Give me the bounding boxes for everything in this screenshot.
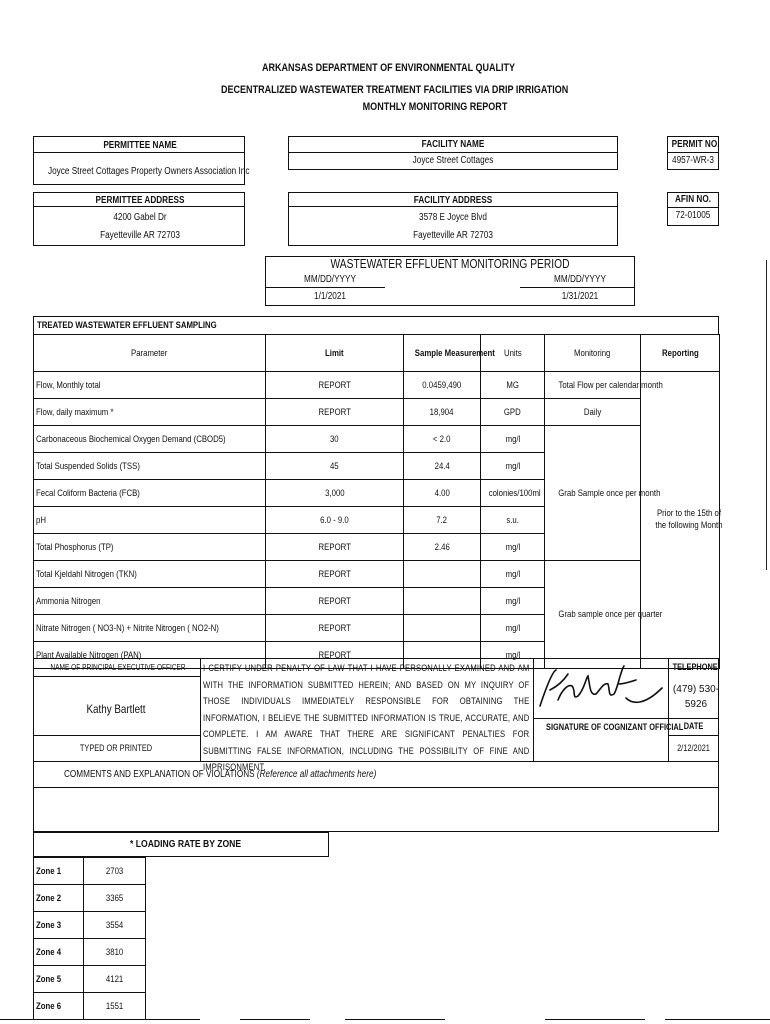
monitoring-cell: Daily xyxy=(545,399,641,426)
measurement-cell: 7.2 xyxy=(404,507,481,534)
units-cell: mg/l xyxy=(481,561,545,588)
measurement-cell: 2.46 xyxy=(404,534,481,561)
footer-rule xyxy=(665,1019,770,1020)
measurement-cell xyxy=(404,561,481,588)
table-row xyxy=(34,372,720,399)
period-from-label: MM/DD/YYYY xyxy=(304,274,356,285)
zone-row xyxy=(34,885,146,912)
measurement-cell xyxy=(404,588,481,615)
loading-rate-table xyxy=(33,857,146,1020)
table-row xyxy=(34,399,720,426)
units-cell: colonies/100ml xyxy=(481,480,545,507)
zone-row xyxy=(34,912,146,939)
col-header-reporting: Reporting xyxy=(641,335,720,372)
measurement-cell: 24.4 xyxy=(404,453,481,480)
param-cell: Nitrate Nitrogen ( NO3-N) + Nitrite Nitrogen ( NO2-N) xyxy=(34,615,266,642)
param-cell: Total Phosphorus (TP) xyxy=(34,534,266,561)
param-cell: Ammonia Nitrogen xyxy=(34,588,266,615)
limit-cell: REPORT xyxy=(266,588,404,615)
footer-rule xyxy=(345,1019,445,1020)
scan-edge-line xyxy=(766,260,767,570)
facility-address-line2: Fayetteville AR 72703 xyxy=(413,230,493,241)
limit-cell: REPORT xyxy=(266,642,404,669)
officer-label: NAME OF PRINCIPAL EXECUTIVE OFFICER xyxy=(50,663,186,672)
measurement-cell: 18,904 xyxy=(404,399,481,426)
zone-label: Zone 4 xyxy=(34,939,84,966)
units-cell: mg/l xyxy=(481,642,545,669)
param-cell: Flow, daily maximum * xyxy=(34,399,266,426)
units-cell: mg/l xyxy=(481,453,545,480)
monitoring-grab-month-cell: Grab Sample once per month xyxy=(545,426,641,561)
sampling-table xyxy=(33,334,723,669)
limit-cell: 45 xyxy=(266,453,404,480)
units-cell: mg/l xyxy=(481,588,545,615)
zone-label: Zone 3 xyxy=(34,912,84,939)
permit-label: PERMIT NO. xyxy=(671,139,720,150)
col-header-parameter: Parameter xyxy=(34,335,266,372)
param-cell: Plant Available Nitrogen (PAN) xyxy=(34,642,266,669)
measurement-cell: 4.00 xyxy=(404,480,481,507)
units-cell: s.u. xyxy=(481,507,545,534)
zone-value: 4121 xyxy=(84,966,146,993)
monitoring-cell: Total Flow per calendar month xyxy=(545,372,641,399)
period-to-label: MM/DD/YYYY xyxy=(554,274,606,285)
facility-address-label: FACILITY ADDRESS xyxy=(413,195,493,206)
signature-label: SIGNATURE OF COGNIZANT OFFICIAL xyxy=(546,722,684,732)
telephone-value: (479) 530-5926 xyxy=(672,684,720,710)
units-cell: mg/l xyxy=(481,426,545,453)
comments-label: COMMENTS AND EXPLANATION OF VIOLATIONS (Reference all attachments here) xyxy=(64,769,377,780)
facility-name-value: Joyce Street Cottages xyxy=(412,155,494,166)
param-cell: pH xyxy=(34,507,266,534)
zone-value: 3365 xyxy=(84,885,146,912)
zone-label: Zone 5 xyxy=(34,966,84,993)
col-header-measurement: Sample Measurement xyxy=(404,335,481,372)
param-cell: Carbonaceous Biochemical Oxygen Demand (CBOD5) xyxy=(34,426,266,453)
param-cell: Flow, Monthly total xyxy=(34,372,266,399)
table-row xyxy=(34,561,720,588)
units-cell: mg/l xyxy=(481,615,545,642)
units-cell: MG xyxy=(481,372,545,399)
limit-cell: 6.0 - 9.0 xyxy=(266,507,404,534)
report-title: MONTHLY MONITORING REPORT xyxy=(362,101,508,113)
zone-value: 3554 xyxy=(84,912,146,939)
measurement-cell xyxy=(404,615,481,642)
certification-text: I CERTIFY UNDER PENALTY OF LAW THAT I HAVE PERSONALLY EXAMINED AND AM WITH THE INFORMATION SUBMITTED HEREIN; AND BASED ON MY INQUIRY OF THOSE INDIVIDUALS IMMEDIATELY RESPONSIBLE FOR OBTAINING THE INFORMATION, I BELIEVE THE SUBMITTED INFORMATION IS TRUE, ACCURATE, AND COMPLETE. I AM AWARE THAT THERE ARE SIGNIFICANT PENALTIES FOR SUBMITTING FALSE INFORMATION, INCLUDING THE POSSIBILITY OF FINE AND IMPRISONMENT. xyxy=(203,663,530,772)
footer-rule xyxy=(545,1019,645,1020)
limit-cell: 3,000 xyxy=(266,480,404,507)
permittee-address-line2: Fayetteville AR 72703 xyxy=(100,230,180,241)
param-cell: Fecal Coliform Bacteria (FCB) xyxy=(34,480,266,507)
zone-label: Zone 6 xyxy=(34,993,84,1020)
sampling-section-title: TREATED WASTEWATER EFFLUENT SAMPLING xyxy=(37,320,217,331)
limit-cell: REPORT xyxy=(266,534,404,561)
zone-row xyxy=(34,993,146,1020)
footer-rule xyxy=(240,1019,310,1020)
typed-or-printed-label: TYPED OR PRINTED xyxy=(79,743,153,753)
telephone-label: TELEPHONE xyxy=(672,662,718,672)
afin-label: AFIN NO. xyxy=(674,194,711,205)
loading-rate-title: * LOADING RATE BY ZONE xyxy=(130,838,242,850)
zone-label: Zone 2 xyxy=(34,885,84,912)
permittee-name-label: PERMITTEE NAME xyxy=(103,140,177,151)
footer-rule xyxy=(0,1019,50,1020)
measurement-cell: 0.0459,490 xyxy=(404,372,481,399)
date-value: 2/12/2021 xyxy=(677,743,710,753)
facility-name-label: FACILITY NAME xyxy=(421,139,485,150)
zone-value: 2703 xyxy=(84,858,146,885)
col-header-limit: Limit xyxy=(266,335,404,372)
units-cell: GPD xyxy=(481,399,545,426)
limit-cell: REPORT xyxy=(266,615,404,642)
param-cell: Total Suspended Solids (TSS) xyxy=(34,453,266,480)
table-row xyxy=(34,426,720,453)
permittee-name-value: Joyce Street Cottages Property Owners Association Inc xyxy=(48,166,250,177)
reporting-cell: Prior to the 15th of the following Month xyxy=(641,372,720,669)
units-cell: mg/l xyxy=(481,534,545,561)
limit-cell: REPORT xyxy=(266,372,404,399)
col-header-monitoring: Monitoring xyxy=(545,335,641,372)
limit-cell: REPORT xyxy=(266,561,404,588)
zone-row xyxy=(34,858,146,885)
period-to-value: 1/31/2021 xyxy=(561,291,599,302)
limit-cell: 30 xyxy=(266,426,404,453)
permittee-address-label: PERMITTEE ADDRESS xyxy=(95,195,185,206)
zone-value: 3810 xyxy=(84,939,146,966)
monitoring-period-title: WASTEWATER EFFLUENT MONITORING PERIOD xyxy=(330,257,570,271)
measurement-cell: < 2.0 xyxy=(404,426,481,453)
facility-address-line1: 3578 E Joyce Blvd xyxy=(419,212,487,223)
zone-row xyxy=(34,939,146,966)
comments-note: (Reference all attachments here) xyxy=(256,769,377,780)
permit-value: 4957-WR-3 xyxy=(672,155,714,166)
param-cell: Total Kjeldahl Nitrogen (TKN) xyxy=(34,561,266,588)
zone-label: Zone 1 xyxy=(34,858,84,885)
date-label: DATE xyxy=(683,721,704,731)
col-header-units: Units xyxy=(481,335,545,372)
officer-name: Kathy Bartlett xyxy=(86,702,146,716)
agency-title: ARKANSAS DEPARTMENT OF ENVIRONMENTAL QUALITY xyxy=(262,62,516,74)
permittee-address-line1: 4200 Gabel Dr xyxy=(113,212,167,223)
zone-row xyxy=(34,966,146,993)
limit-cell: REPORT xyxy=(266,399,404,426)
signature-image xyxy=(534,660,668,718)
afin-value: 72-01005 xyxy=(675,210,711,221)
report-subtitle: DECENTRALIZED WASTEWATER TREATMENT FACILITIES VIA DRIP IRRIGATION xyxy=(221,84,569,96)
footer-rule xyxy=(140,1019,200,1020)
period-from-value: 1/1/2021 xyxy=(314,291,346,302)
monitoring-grab-quarter-cell: Grab sample once per quarter xyxy=(545,561,641,669)
zone-value: 1551 xyxy=(84,993,146,1020)
